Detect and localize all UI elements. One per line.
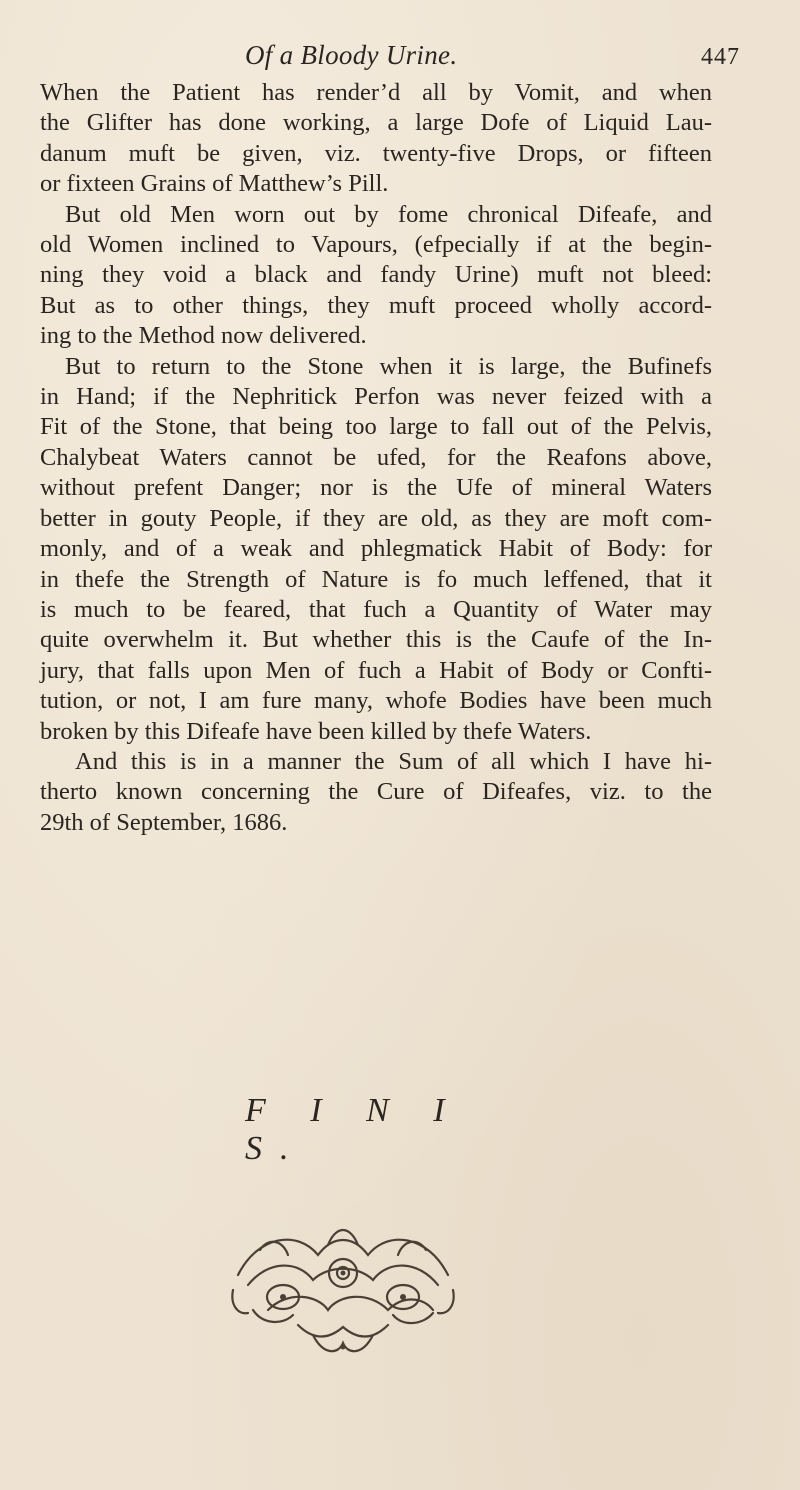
- text-line: Fit of the Stone, that being too large to fall out of the Pelvis,: [40, 413, 712, 441]
- text-line: or fixteen Grains of Matthew’s Pill.: [40, 170, 389, 198]
- text-line: 29th of September, 1686.: [40, 808, 288, 836]
- text-line: ning they void a black and fandy Urine) muft not bleed:: [40, 261, 712, 289]
- text-line: therto known concerning the Cure of Difeafes, viz. to the: [40, 778, 712, 806]
- text-line: But to return to the Stone when it is large, the Bufinefs: [65, 352, 712, 380]
- text-line: Chalybeat Waters cannot be ufed, for the Reafons above,: [40, 443, 712, 471]
- text-line: is much to be feared, that fuch a Quantity of Water may: [40, 595, 712, 623]
- text-line: jury, that falls upon Men of fuch a Habit of Body or Confti-: [40, 656, 712, 684]
- text-line: old Women inclined to Vapours, (efpecially if at the begin-: [40, 231, 712, 259]
- text-line: better in gouty People, if they are old, as they are moft com-: [40, 504, 712, 532]
- text-line: monly, and of a weak and phlegmatick Habit of Body: for: [40, 535, 712, 563]
- body-text: [40, 78, 712, 838]
- text-line: quite overwhelm it. But whether this is the Caufe of the In-: [40, 626, 712, 654]
- text-line: in Hand; if the Nephritick Perfon was never feized with a: [40, 383, 712, 411]
- page-header: [40, 38, 760, 78]
- text-line: When the Patient has render’d all by Vomit, and when: [40, 79, 712, 106]
- text-line: danum muft be given, viz. twenty-five Drops, or fifteen: [40, 139, 712, 167]
- text-line: in thefe the Strength of Nature is fo much leffened, that it: [40, 565, 712, 593]
- text-line: But old Men worn out by fome chronical Difeafe, and: [65, 200, 712, 228]
- text-line: the Glifter has done working, a large Dofe of Liquid Lau-: [40, 109, 712, 137]
- text-line: But as to other things, they muft proceed wholly accord-: [40, 291, 712, 319]
- page-number: 447: [701, 44, 740, 70]
- text-line: broken by this Difeafe have been killed by thefe Waters.: [40, 717, 592, 745]
- finis-heading: F I N I S.: [245, 1092, 463, 1167]
- text-line: ing to the Method now delivered.: [40, 322, 367, 350]
- text-line: tution, or not, I am fure many, whofe Bodies have been much: [40, 687, 712, 715]
- text-line: And this is in a manner the Sum of all which I have hi-: [75, 747, 712, 775]
- text-line: without prefent Danger; nor is the Ufe of mineral Waters: [40, 474, 712, 502]
- running-title: Of a Bloody Urine.: [245, 40, 458, 70]
- floral-tailpiece-ornament-icon: [228, 1215, 458, 1365]
